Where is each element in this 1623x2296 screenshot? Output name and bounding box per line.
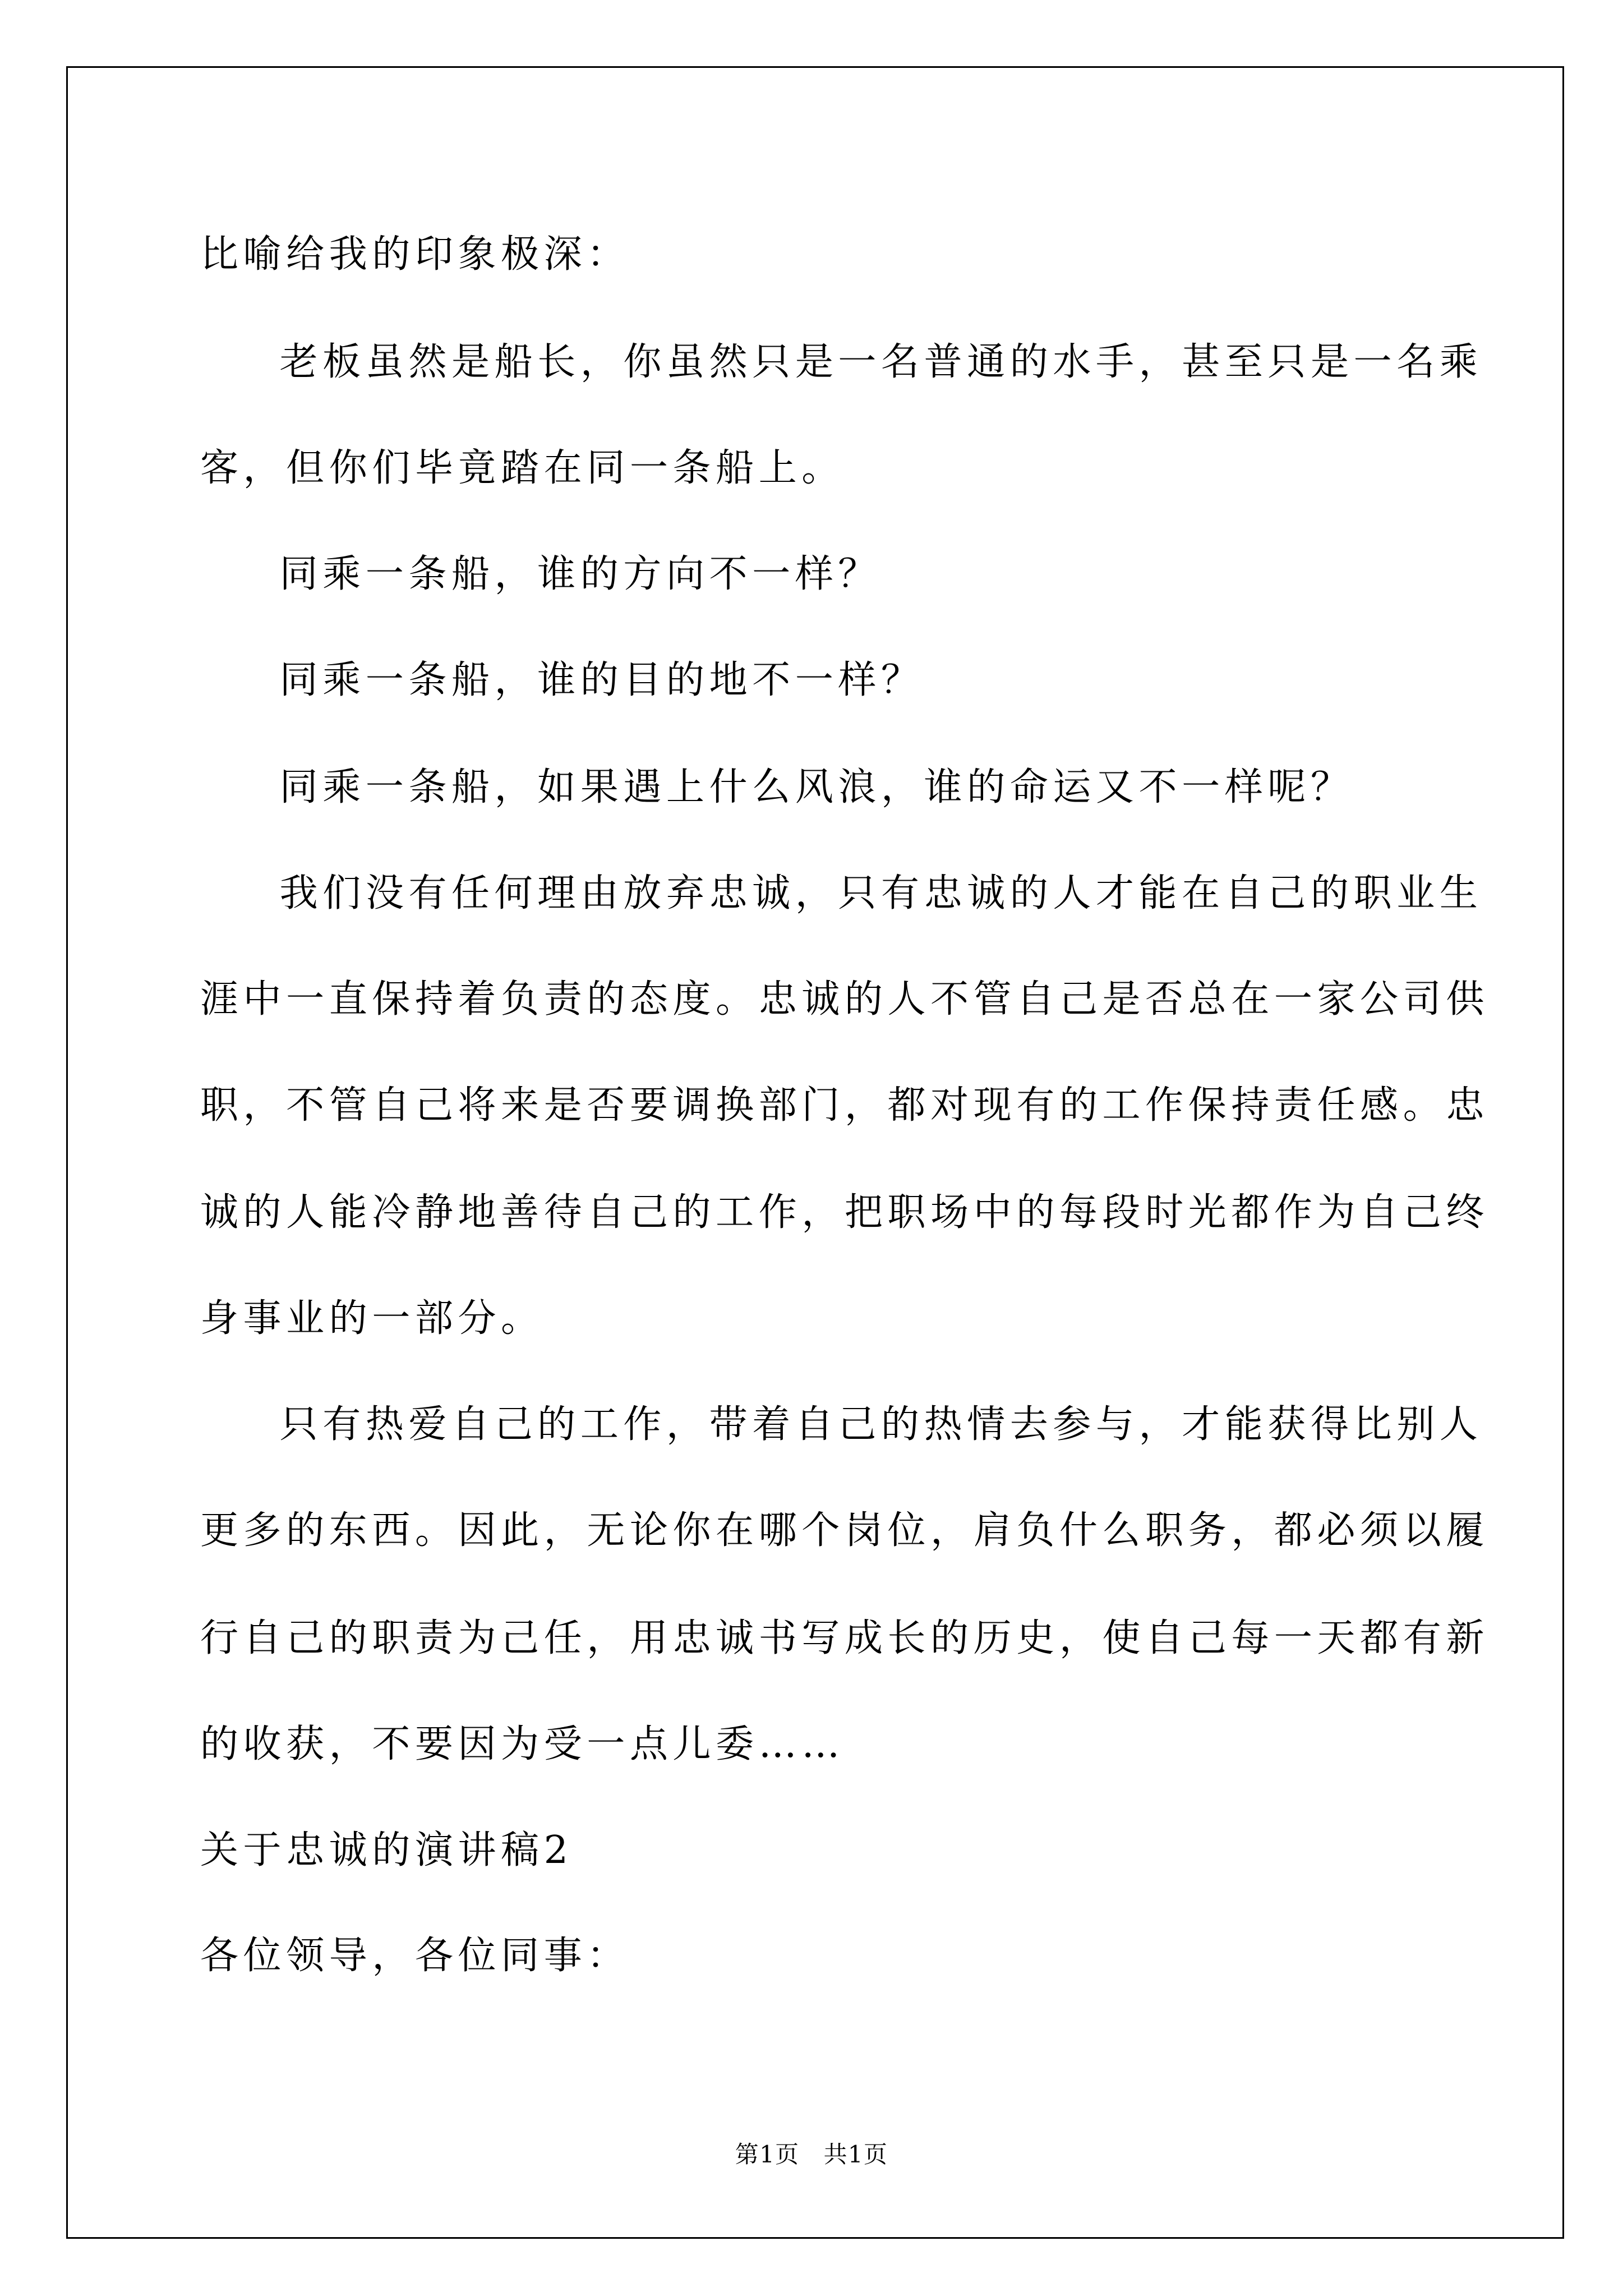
- text-line-3: 客，但你们毕竟踏在同一条船上。: [200, 445, 845, 490]
- text-line-15: 的收获，不要因为受一点儿委……: [200, 1722, 845, 1766]
- page-number-footer: 第1页 共1页: [735, 2141, 888, 2169]
- text-line-7: 我们没有任何理由放弃忠诚，只有忠诚的人才能在自己的职业生: [279, 871, 1483, 916]
- text-line-4: 同乘一条船，谁的方向不一样？: [279, 551, 881, 596]
- text-line-14: 行自己的职责为己任，用忠诚书写成长的历史，使自己每一天都有新: [200, 1616, 1489, 1660]
- text-line-10: 诚的人能冷静地善待自己的工作，把职场中的每段时光都作为自己终: [200, 1190, 1489, 1235]
- text-line-9: 职，不管自己将来是否要调换部门，都对现有的工作保持责任感。忠: [200, 1083, 1489, 1128]
- text-line-12: 只有热爱自己的工作，带着自己的热情去参与，才能获得比别人: [279, 1402, 1483, 1447]
- text-line-5: 同乘一条船，谁的目的地不一样？: [279, 657, 924, 702]
- page-border: [66, 66, 1564, 2239]
- text-line-8: 涯中一直保持着负责的态度。忠诚的人不管自己是否总在一家公司供: [200, 977, 1489, 1022]
- text-line-13: 更多的东西。因此，无论你在哪个岗位，肩负什么职务，都必须以履: [200, 1508, 1489, 1553]
- text-line-6: 同乘一条船，如果遇上什么风浪，谁的命运又不一样呢？: [279, 765, 1354, 810]
- text-line-11: 身事业的一部分。: [200, 1296, 544, 1341]
- section-heading: 关于忠诚的演讲稿2: [200, 1828, 573, 1872]
- text-line-2: 老板虽然是船长，你虽然只是一名普通的水手，甚至只是一名乘: [279, 339, 1483, 384]
- salutation: 各位领导，各位同事：: [200, 1934, 630, 1978]
- text-line-1: 比喻给我的印象极深：: [200, 232, 630, 277]
